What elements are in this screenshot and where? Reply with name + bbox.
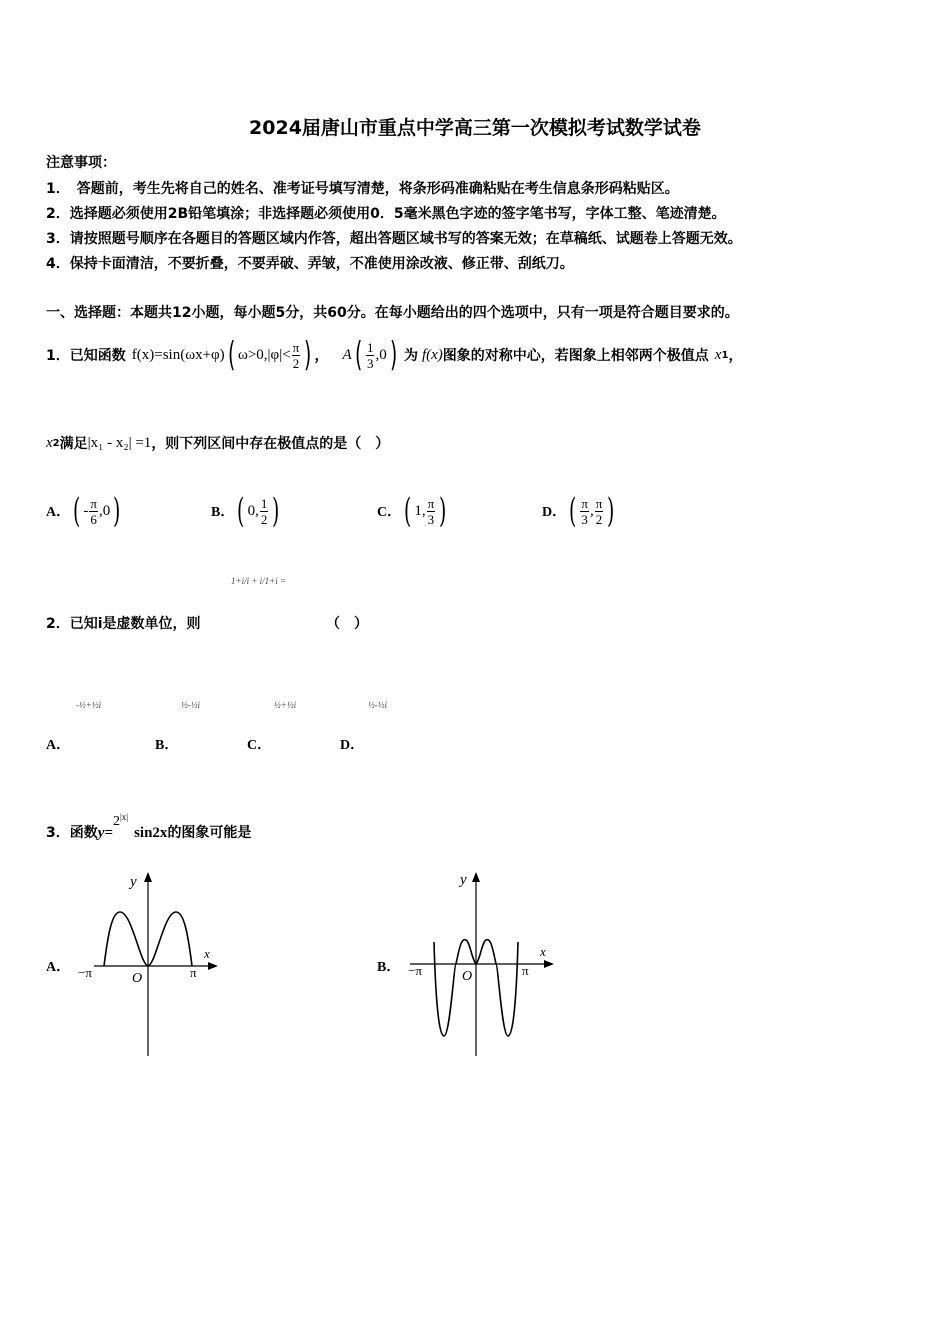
q1-cond-den: 2 xyxy=(292,355,300,371)
q1-option-c-label: C． xyxy=(377,505,402,520)
q2-option-d-expr: ½-½i xyxy=(368,700,387,710)
q2-option-a[interactable]: A． xyxy=(46,738,71,753)
graph-a-y-arrow xyxy=(144,872,152,882)
q1-tail: 图象的对称中心，若图象上相邻两个极值点 xyxy=(442,348,709,364)
q3-suffix: 的图象可能是 xyxy=(167,825,252,841)
notice-heading: 注意事项： xyxy=(46,155,116,171)
notice-item-4: 4．保持卡面清洁，不要折叠，不要弄破、弄皱，不准使用涂改液、修正带、刮纸刀。 xyxy=(46,256,574,272)
q1-point-num: 1 xyxy=(366,339,374,355)
q1-option-a-num: π xyxy=(90,495,97,511)
q1-end: ， xyxy=(728,348,743,364)
q1-option-b-num: 1 xyxy=(260,495,268,511)
q3-exp: |x| xyxy=(119,812,129,822)
q1-point: A xyxy=(342,346,352,363)
q3-graph-a[interactable] xyxy=(72,864,222,1060)
q1-condition: ω>0,|φ|< xyxy=(237,346,291,363)
q1-option-d[interactable]: D． ( $\frac{\pi}{3}$ , $\frac{\pi}{2}$ ) xyxy=(542,491,615,531)
q1-option-c[interactable]: C． ( 1, $\frac{\pi}{3}$ ) xyxy=(377,491,447,531)
graph-a-origin: O xyxy=(132,971,143,986)
q1-option-b-den: 2 xyxy=(260,511,268,527)
q1-abs: |x₁ - x₂| =1 xyxy=(87,434,152,451)
q1-comma: ， xyxy=(314,348,329,364)
q3-graph-b[interactable] xyxy=(404,864,560,1060)
q2-expression: 1+i/i + i/1+i = xyxy=(231,576,287,586)
q1-option-d-den1: 3 xyxy=(581,511,588,527)
q2-option-c[interactable]: C． xyxy=(247,738,272,753)
notice-item-2: 2．选择题必须使用2B铅笔填涂；非选择题必须使用0．5毫米黑色字迹的签字笔书写，字体工整、笔迹清楚。 xyxy=(46,206,726,222)
q1-x2: x xyxy=(46,434,53,451)
q3-option-b[interactable]: B． xyxy=(377,960,401,975)
q1-x1: x xyxy=(714,346,722,363)
q2-option-b-expr: ½-½i xyxy=(181,700,200,710)
q1-option-a-post: ,0 xyxy=(98,502,111,519)
q1-option-d-den2: 2 xyxy=(595,511,603,527)
graph-a-pos-pi: π xyxy=(190,965,197,980)
graph-a-neg-pi: −π xyxy=(78,965,92,980)
q1-line2-b: ，则下列区间中存在极值点的是（ ） xyxy=(151,436,390,452)
graph-b-y-arrow xyxy=(472,872,480,882)
q1-option-d-num1: π xyxy=(581,495,588,511)
q1-point-tail: ,0 xyxy=(375,346,387,363)
q1-x2-sub: 2 xyxy=(52,437,60,449)
q3-option-a[interactable]: A． xyxy=(46,960,71,975)
q1-cond-num: π xyxy=(292,339,300,355)
q1-option-c-den: 3 xyxy=(427,511,435,527)
question-1-line-2 xyxy=(46,428,389,458)
q1-option-a-label: A． xyxy=(46,505,71,520)
question-1-line-1: 1．已知函数 f(x)=sin(ωx+φ) ( ω>0,|φ|< $\frac{\pi}{2}$ ) ， A ( $\frac{1}{3}$ ,0 ) 为 f(x) 图象的对称中心，若图象上相邻两个极值点 x 1 ， xyxy=(46,335,743,375)
graph-b-neg-pi: −π xyxy=(408,963,422,978)
q1-x1-sub: 1 xyxy=(721,349,729,361)
q2-option-a-expr: -½+½i xyxy=(76,700,102,710)
graph-b-pos-pi: π xyxy=(522,963,529,978)
graph-a-x-label: x xyxy=(204,946,210,961)
q1-option-c-num: π xyxy=(427,495,435,511)
notice-item-3: 3．请按照题号顺序在各题目的答题区域内作答，超出答题区域书写的答案无效；在草稿纸、试题卷上答题无效。 xyxy=(46,231,742,247)
q1-option-d-label: D． xyxy=(542,505,567,520)
page-title: 2024届唐山市重点中学高三第一次模拟考试数学试卷 xyxy=(249,117,701,139)
graph-b-x-arrow xyxy=(544,960,554,968)
q1-mid: 为 xyxy=(403,348,418,364)
q1-option-b-pre: 0, xyxy=(247,502,259,519)
graph-a-y-label: y xyxy=(130,874,137,890)
q2-text: 2．已知i是虚数单位，则 xyxy=(46,616,201,632)
graph-a-x-arrow xyxy=(208,962,218,970)
q2-blank: （ ） xyxy=(326,616,368,632)
q1-function: f(x)=sin(ωx+φ) xyxy=(131,346,225,363)
graph-b-y-label: y xyxy=(460,872,467,888)
q3-base: 2 xyxy=(112,814,120,829)
q1-option-a[interactable]: A． ( - $\frac{\pi}{6}$ ,0 ) xyxy=(46,491,121,531)
notice-item-1: 1． 答题前，考生先将自己的姓名、准考证号填写清楚，将条形码准确粘贴在考生信息条形码粘贴区。 xyxy=(46,181,679,197)
graph-b-origin: O xyxy=(462,969,473,984)
q1-fx: f(x) xyxy=(421,346,443,363)
q1-point-den: 3 xyxy=(366,355,374,371)
q1-option-a-den: 6 xyxy=(90,511,97,527)
section-heading: 一、选择题：本题共12小题，每小题5分，共60分。在每小题给出的四个选项中，只有一项是符合题目要求的。 xyxy=(46,305,739,321)
q2-option-c-expr: ½+½i xyxy=(274,700,297,710)
q2-option-d[interactable]: D． xyxy=(340,738,365,753)
q1-option-c-pre: 1, xyxy=(414,502,426,519)
q3-y: y= xyxy=(97,825,113,841)
q3-text xyxy=(46,812,251,842)
q1-option-b[interactable]: B． ( 0, $\frac{1}{2}$ ) xyxy=(211,491,280,531)
graph-b-x-label: x xyxy=(540,944,546,959)
q1-prefix: 1．已知函数 xyxy=(46,348,126,364)
q3-prefix: 3．函数 xyxy=(46,825,98,841)
q1-line2-a: 满足 xyxy=(59,436,88,452)
q3-func: sin2x xyxy=(134,825,168,841)
q1-option-b-label: B． xyxy=(211,505,235,520)
q1-option-a-pre: - xyxy=(83,502,89,519)
q2-option-b[interactable]: B． xyxy=(155,738,179,753)
q1-option-d-num2: π xyxy=(595,495,603,511)
